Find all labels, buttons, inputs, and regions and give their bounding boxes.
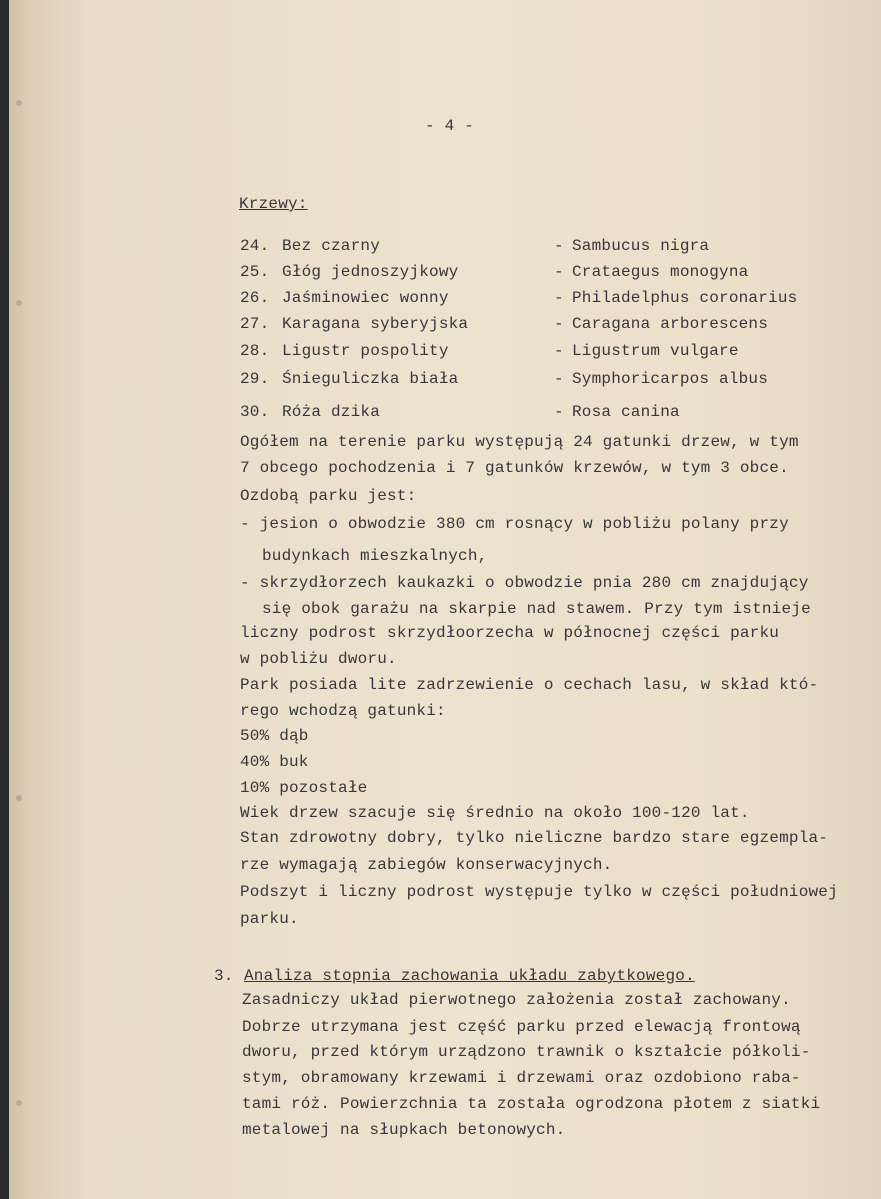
shrub-polish-name: Róża dzika: [282, 403, 381, 421]
section-line: Zasadniczy układ pierwotnego założenia został zachowany.: [242, 991, 791, 1009]
shrub-dash: -: [554, 370, 564, 388]
shrub-dash: -: [554, 263, 564, 281]
paragraph-line: rego wchodzą gatunki:: [240, 702, 446, 720]
section-line: tami róż. Powierzchnia ta została ogrodzona płotem z siatki: [242, 1095, 821, 1113]
paragraph-line: parku.: [240, 910, 299, 928]
shrub-polish-name: Karagana syberyjska: [282, 315, 469, 333]
paragraph-line: Stan zdrowotny dobry, tylko nieliczne bardzo stare egzempla-: [240, 829, 829, 847]
shrub-latin-name: Ligustrum vulgare: [572, 342, 739, 360]
shrub-number: 26.: [240, 289, 270, 307]
shrub-number: 30.: [240, 403, 270, 421]
krzewy-heading: Krzewy:: [239, 195, 308, 213]
section-line: metalowej na słupkach betonowych.: [242, 1121, 566, 1139]
shrub-dash: -: [554, 289, 564, 307]
shrub-latin-name: Symphoricarpos albus: [572, 370, 769, 388]
paragraph-line: 40% buk: [240, 753, 309, 771]
punch-hole: [16, 795, 22, 801]
paragraph-line: 7 obcego pochodzenia i 7 gatunków krzewów, w tym 3 obce.: [240, 459, 789, 477]
shrub-dash: -: [554, 237, 564, 255]
shrub-latin-name: Caragana arborescens: [572, 315, 769, 333]
section-number: 3.: [214, 967, 234, 985]
shrub-polish-name: Śnieguliczka biała: [282, 370, 459, 388]
shrub-dash: -: [554, 342, 564, 360]
paragraph-line: Ogółem na terenie parku występują 24 gatunki drzew, w tym: [240, 433, 799, 451]
paragraph-line: Ozdobą parku jest:: [240, 487, 417, 505]
paragraph-line: Park posiada lite zadrzewienie o cechach lasu, w skład któ-: [240, 676, 819, 694]
section-line: stym, obramowany krzewami i drzewami oraz ozdobiono raba-: [242, 1069, 801, 1087]
paragraph-line: rze wymagają zabiegów konserwacyjnych.: [240, 856, 613, 874]
section-heading: Analiza stopnia zachowania układu zabytkowego.: [244, 967, 695, 985]
paragraph-line: budynkach mieszkalnych,: [262, 547, 488, 565]
shrub-number: 29.: [240, 370, 270, 388]
shrub-number: 24.: [240, 237, 270, 255]
shrub-polish-name: Bez czarny: [282, 237, 381, 255]
paragraph-line: 10% pozostałe: [240, 779, 368, 797]
paragraph-line: Podszyt i liczny podrost występuje tylko w części południowej: [240, 883, 838, 901]
scan-edge: [0, 0, 9, 1199]
shrub-polish-name: Głóg jednoszyjkowy: [282, 263, 459, 281]
shrub-number: 27.: [240, 315, 270, 333]
paragraph-line: - jesion o obwodzie 380 cm rosnący w pobliżu polany przy: [240, 515, 789, 533]
shrub-dash: -: [554, 315, 564, 333]
punch-hole: [16, 1100, 22, 1106]
punch-hole: [16, 100, 22, 106]
shrub-latin-name: Sambucus nigra: [572, 237, 710, 255]
section-line: Dobrze utrzymana jest część parku przed elewacją frontową: [242, 1018, 801, 1036]
paragraph-line: w pobliżu dworu.: [240, 650, 397, 668]
paragraph-line: się obok garażu na skarpie nad stawem. Przy tym istnieje: [262, 600, 811, 618]
page-number: - 4 -: [425, 117, 475, 135]
shrub-latin-name: Crataegus monogyna: [572, 263, 749, 281]
paragraph-line: - skrzydłorzech kaukazki o obwodzie pnia 280 cm znajdujący: [240, 574, 809, 592]
shrub-number: 28.: [240, 342, 270, 360]
shrub-latin-name: Rosa canina: [572, 403, 680, 421]
shrub-polish-name: Jaśminowiec wonny: [282, 289, 449, 307]
shrub-dash: -: [554, 403, 564, 421]
shrub-polish-name: Ligustr pospolity: [282, 342, 449, 360]
section-line: dworu, przed którym urządzono trawnik o kształcie półkoli-: [242, 1043, 811, 1061]
paragraph-line: Wiek drzew szacuje się średnio na około 100-120 lat.: [240, 804, 750, 822]
paragraph-line: liczny podrost skrzydłoorzecha w północnej części parku: [240, 624, 780, 642]
shrub-latin-name: Philadelphus coronarius: [572, 289, 798, 307]
shrub-number: 25.: [240, 263, 270, 281]
punch-hole: [16, 300, 22, 306]
paragraph-line: 50% dąb: [240, 727, 309, 745]
